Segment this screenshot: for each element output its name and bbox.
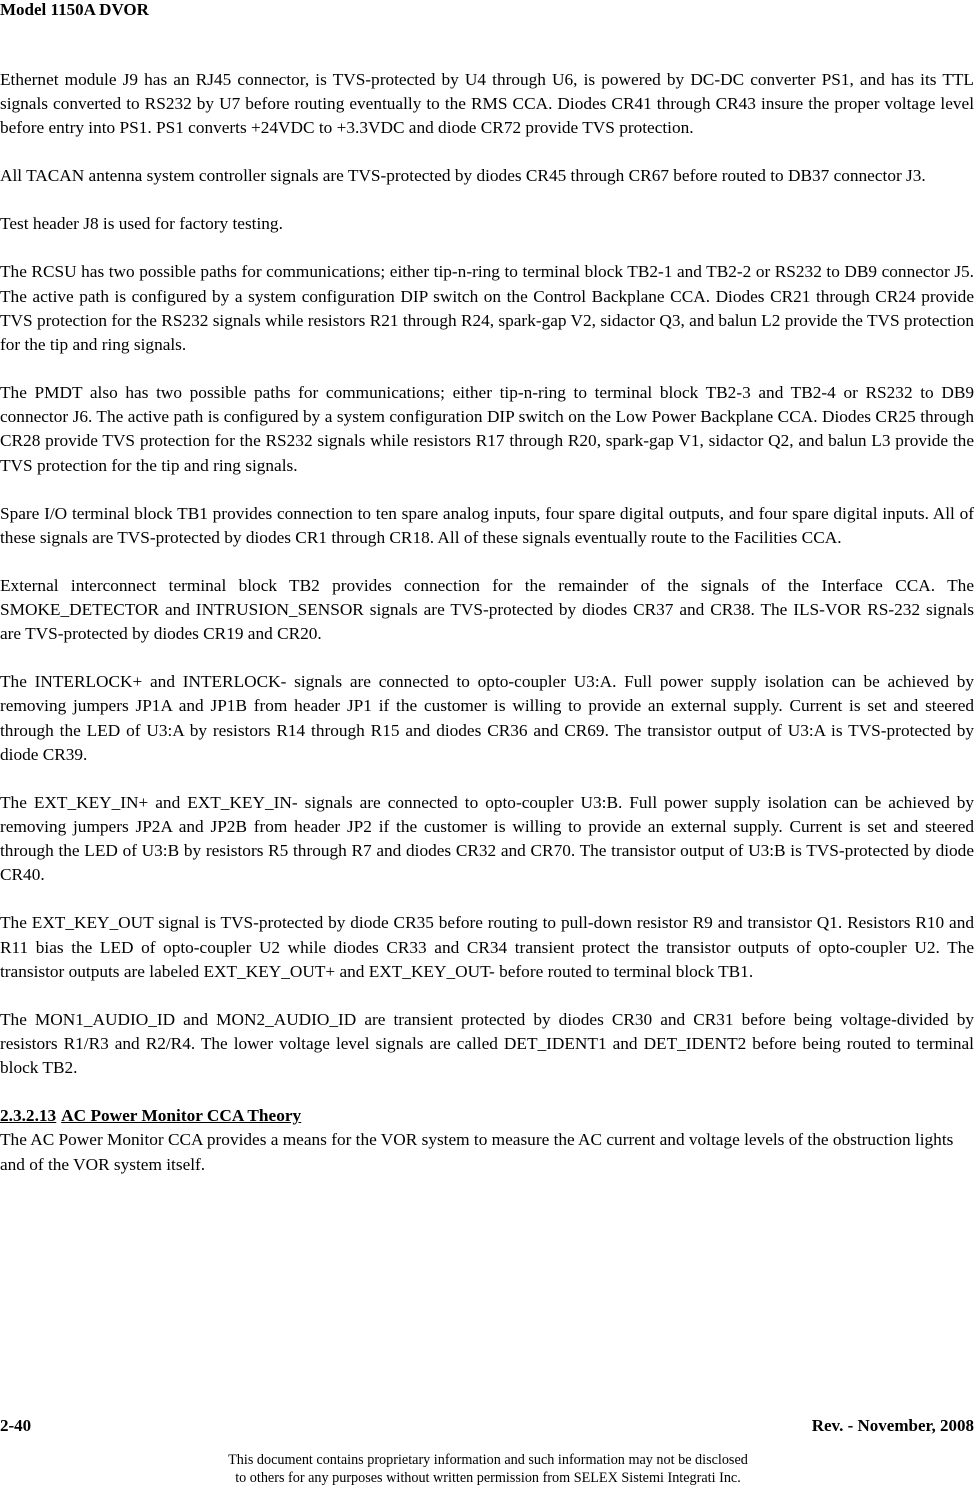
paragraph-external-interconnect: External interconnect terminal block TB2 provides connection for the remainder of the signals of the Interface CCA. The SMOKE_DETECTOR and INTRUSION_SENSOR signals are TVS-protected by diodes CR37 and CR38. The ILS-VOR RS-232 signals are TVS-protected by diodes CR19 and CR20. xyxy=(0,575,974,644)
paragraph-audio-id: The MON1_AUDIO_ID and MON2_AUDIO_ID are transient protected by diodes CR30 and CR31 before being voltage-divided by resistors R1/R3 and R2/R4. The lower voltage level signals are called DET_IDENT1 and DET_IDENT2 before being routed to terminal block TB2. xyxy=(0,1009,974,1078)
paragraph-ext-key-in: The EXT_KEY_IN+ and EXT_KEY_IN- signals are connected to opto-coupler U3:B. Full power supply isolation can be achieved by removing jumpers JP2A and JP2B from header JP2 if the customer is willing to provide an external supply. Current is set and steered through the LED of U3:B by resistors R5 through R7 and diodes CR32 and CR70. The transistor output of U3:B is TVS-protected by diode CR40. xyxy=(0,792,974,885)
paragraph-tacan-controller: All TACAN antenna system controller signals are TVS-protected by diodes CR45 through CR67 before routed to DB37 connector J3. xyxy=(0,166,926,186)
disclaimer-line-2: to others for any purposes without written permission from SELEX Sistemi Integrati Inc. xyxy=(235,1470,741,1486)
proprietary-disclaimer xyxy=(0,1451,976,1487)
page-number: 2-40 xyxy=(0,1416,32,1435)
document-header-title: Model 1150A DVOR xyxy=(0,0,149,19)
document-body xyxy=(0,68,974,1177)
paragraph-interlock: The INTERLOCK+ and INTERLOCK- signals are connected to opto-coupler U3:A. Full power supply isolation can be achieved by removing jumpers JP1A and JP1B from header JP1 if the customer is willing to provide an external supply. Current is set and steered through the LED of U3:A by resistors R14 through R15 and diodes CR36 and CR69. The transistor output of U3:A is TVS-protected by diode CR39. xyxy=(0,672,974,764)
paragraph-spare-io: Spare I/O terminal block TB1 provides connection to ten spare analog inputs, four spare digital outputs, and four spare digital inputs. All of these signals are TVS-protected by diodes CR1 through CR18. All of these signals eventually route to the Facilities CCA. xyxy=(0,503,974,547)
paragraph-ext-key-out: The EXT_KEY_OUT signal is TVS-protected by diode CR35 before routing to pull-down resistor R9 and transistor Q1. Resistors R10 and R11 bias the LED of opto-coupler U2 while diodes CR33 and CR34 transient protect the transistor outputs of opto-coupler U2. The transistor outputs are labeled EXT_KEY_OUT+ and EXT_KEY_OUT- before routed to terminal block TB1. xyxy=(0,913,974,981)
section-ac-power-monitor xyxy=(0,1104,974,1177)
paragraph-pmdt: The PMDT also has two possible paths for communications; either tip-n-ring to terminal block TB2-3 and TB2-4 or RS232 to DB9 connector J6. The active path is configured by a system configuration DIP switch on the Low Power Backplane CCA. Diodes CR25 through CR28 provide TVS protection for the RS232 signals while resistors R17 through R20, spark-gap V1, sidactor Q2, and balun L3 provide the TVS protection for the tip and ring signals. xyxy=(0,383,974,475)
section-number: 2.3.2.13 xyxy=(0,1106,57,1126)
section-title: AC Power Monitor CCA Theory xyxy=(61,1106,302,1126)
disclaimer-line-1: This document contains proprietary information and such information may not be disclosed xyxy=(228,1452,748,1468)
section-text: The AC Power Monitor CCA provides a means for the VOR system to measure the AC current and voltage levels of the obstruction lights and of the VOR system itself. xyxy=(0,1130,954,1174)
paragraph-rcsu: The RCSU has two possible paths for communications; either tip-n-ring to terminal block TB2-1 and TB2-2 or RS232 to DB9 connector J5. The active path is configured by a system configuration DIP switch on the Control Backplane CCA. Diodes CR21 through CR24 provide TVS protection for the RS232 signals while resistors R21 through R24, spark-gap V2, sidactor Q3, and balun L2 provide the TVS protection for the tip and ring signals. xyxy=(0,262,974,355)
paragraph-ethernet-module: Ethernet module J9 has an RJ45 connector, is TVS-protected by U4 through U6, is powered by DC-DC converter PS1, and has its TTL signals converted to RS232 by U7 before routing eventually to the RMS CCA. Diodes CR41 through CR43 insure the proper voltage level before entry into PS1. PS1 converts +24VDC to +3.3VDC and diode CR72 provide TVS protection. xyxy=(0,70,974,138)
section-heading xyxy=(0,1106,301,1125)
paragraph-test-header: Test header J8 is used for factory testing. xyxy=(0,214,283,234)
revision-date: Rev. - November, 2008 xyxy=(811,1416,974,1435)
